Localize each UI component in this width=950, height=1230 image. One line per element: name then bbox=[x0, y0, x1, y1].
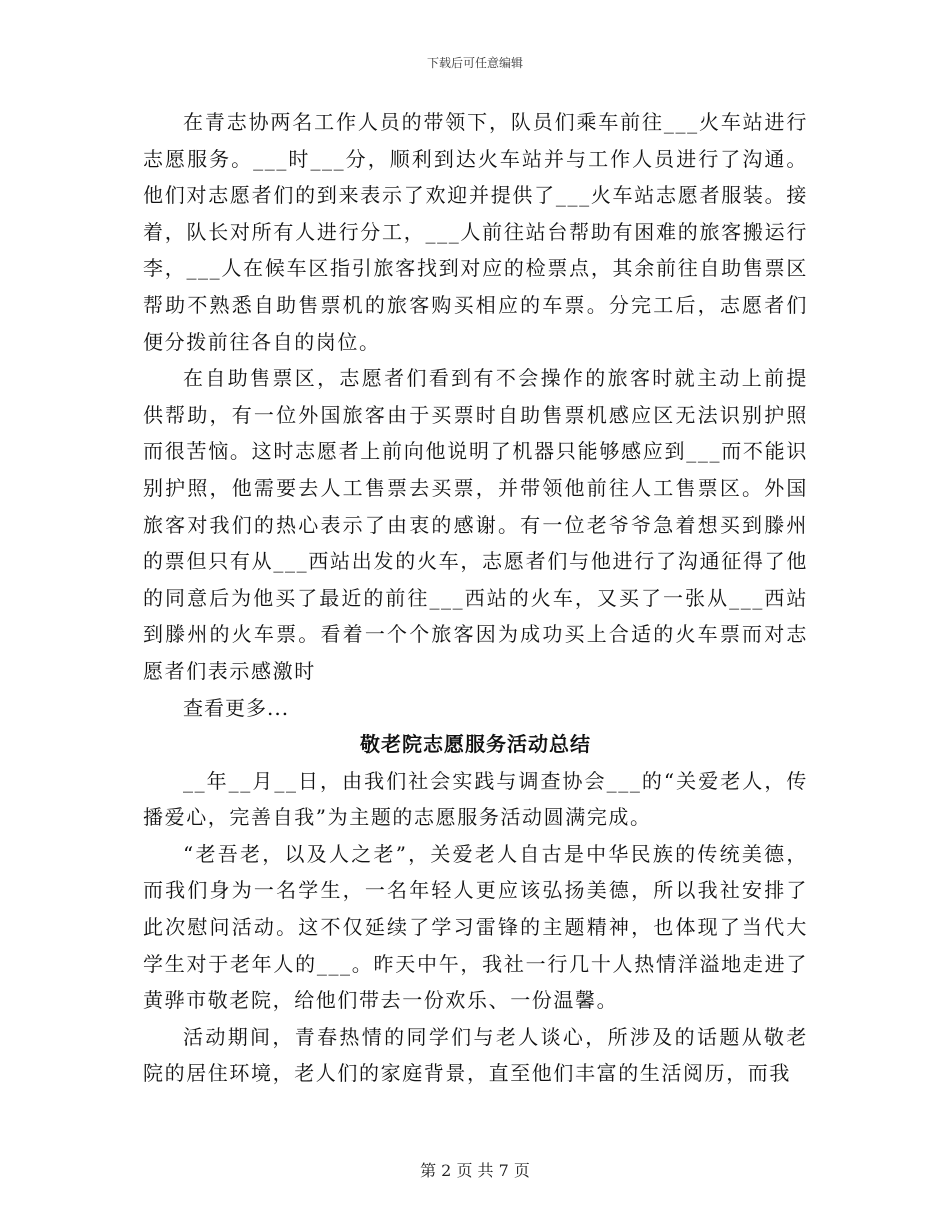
section-title: 敬老院志愿服务活动总结 bbox=[360, 732, 591, 757]
paragraph-ticket-area: 在自助售票区，志愿者们看到有不会操作的旅客时就主动上前提供帮助，有一位外国旅客由于买票时自助售票机感应区无法识别护照而很苦恼。这时志愿者上前向他说明了机器只能够感应到___而不能识别护照，他需要去人工售票去买票，并带领他前往人工售票区。外国旅客对我们的热心表示了由衷的感谢。有一位老爷爷急着想买到滕州的票但只有从___西站出发的火车，志愿者们与他进行了沟通征得了他的同意后为他买了最近的前往___西站的火车，又买了一张从___西站到滕州的火车票。看着一个个旅客因为成功买上合适的火车票而对志愿者们表示感激时 bbox=[143, 366, 808, 683]
paragraph-station-volunteering: 在青志协两名工作人员的带领下，队员们乘车前往___火车站进行志愿服务。___时___分，顺利到达火车站并与工作人员进行了沟通。他们对志愿者们的到来表示了欢迎并提供了___火车站志愿者服装。接着，队长对所有人进行分工，___人前往站台帮助有困难的旅客搬运行李，___人在候车区指引旅客找到对应的检票点，其余前往自助售票区帮助不熟悉自助售票机的旅客购买相应的车票。分完工后，志愿者们便分拨前往各自的岗位。 bbox=[143, 110, 808, 354]
document-body bbox=[143, 104, 808, 1092]
paragraph-respect-elders: “老吾老，以及人之老”，关爱老人自古是中华民族的传统美德，而我们身为一名学生，一名年轻人更应该弘扬美德，所以我社安排了此次慰问活动。这不仅延续了学习雷锋的主题精神，也体现了当代大学生对于老年人的___。昨天中午，我社一行几十人热情洋溢地走进了黄骅市敬老院，给他们带去一份欢乐、一份温馨。 bbox=[143, 841, 808, 1013]
paragraph-activity-intro: __年__月__日，由我们社会实践与调查协会___的“关爱老人，传播爱心，完善自我”为主题的志愿服务活动圆满完成。 bbox=[143, 768, 808, 830]
page-number: 第 2 页 共 7 页 bbox=[420, 1161, 530, 1180]
page-header-note: 下载后可任意编辑 bbox=[426, 56, 523, 70]
paragraph-activity-period: 活动期间，青春热情的同学们与老人谈心，所涉及的话题从敬老院的居住环境，老人们的家庭背景，直至他们丰富的生活阅历，而我 bbox=[143, 1024, 808, 1086]
read-more-link[interactable]: 查看更多... bbox=[183, 695, 290, 720]
